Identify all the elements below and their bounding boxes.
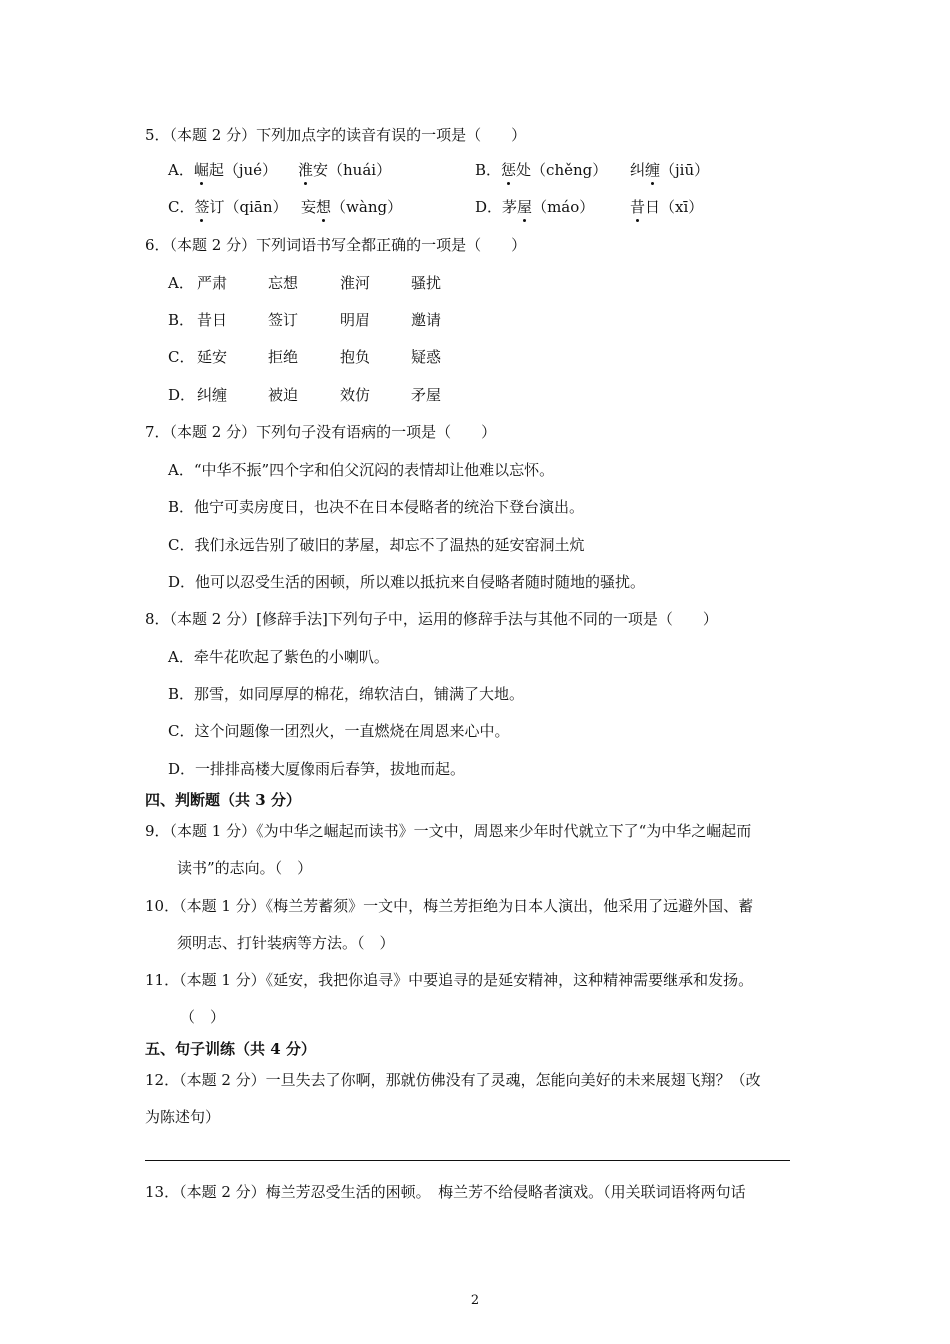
q7-option-b: B．他宁可卖房度日，也决不在日本侵略者的统治下登台演出。 bbox=[168, 498, 585, 516]
option-text: 茅 bbox=[502, 198, 518, 216]
section-heading-sentence: 五、句子训练（共 4 分） bbox=[145, 1040, 316, 1058]
q6-word: 邀请 bbox=[411, 311, 442, 329]
q13-line1: 13．（本题 2 分）梅兰芳忍受生活的困顿。 梅兰芳不给侵略者演戏。（用关联词语将两句话 bbox=[145, 1183, 746, 1201]
q6-option-c-label: C． bbox=[168, 348, 195, 366]
option-text: 纠 bbox=[630, 161, 646, 179]
dotted-char: 昔 bbox=[630, 198, 646, 216]
q6-word: 延安 bbox=[197, 348, 228, 366]
option-text: 处（chěng） bbox=[516, 161, 608, 179]
q5-option-d bbox=[475, 197, 594, 217]
q6-option-b-label: B． bbox=[168, 311, 195, 329]
dotted-char: 想 bbox=[316, 198, 332, 216]
q7-option-c: C．我们永远告别了破旧的茅屋，却忘不了温热的延安窑洞土炕 bbox=[168, 536, 585, 554]
q6-word: 纠缠 bbox=[197, 386, 228, 404]
q5-stem: 5．（本题 2 分）下列加点字的读音有误的一项是（ ） bbox=[145, 126, 527, 144]
q6-word: 矛屋 bbox=[411, 386, 442, 404]
option-label: C． bbox=[168, 198, 195, 216]
q6-word: 签订 bbox=[268, 311, 299, 329]
q6-word: 抱负 bbox=[340, 348, 371, 366]
q6-word: 淮河 bbox=[340, 274, 371, 292]
dotted-char: 屋 bbox=[517, 198, 533, 216]
q10-line1: 10．（本题 1 分）《梅兰芳蓄须》一文中，梅兰芳拒绝为日本人演出，他采用了远避外国、蓄 bbox=[145, 897, 754, 915]
section-heading-judgement: 四、判断题（共 3 分） bbox=[145, 791, 301, 809]
option-label: A． bbox=[168, 161, 194, 179]
q11-line1: 11．（本题 1 分）《延安，我把你追寻》中要追寻的是延安精神，这种精神需要继承和发扬。 bbox=[145, 971, 754, 989]
option-label: D． bbox=[475, 198, 503, 216]
q6-word: 严肃 bbox=[197, 274, 228, 292]
option-text: 安（huái） bbox=[313, 161, 392, 179]
q8-option-b: B．那雪，如同厚厚的棉花，绵软洁白，铺满了大地。 bbox=[168, 685, 525, 703]
q5-option-a-second bbox=[298, 160, 391, 180]
q8-stem: 8．（本题 2 分）[修辞手法]下列句子中，运用的修辞手法与其他不同的一项是（ ） bbox=[145, 610, 718, 628]
option-text: 订（qiān） bbox=[209, 198, 288, 216]
option-text: 起（jué） bbox=[208, 161, 278, 179]
q10-line2: 须明志、打针装病等方法。（ ） bbox=[177, 934, 395, 952]
q6-word: 疑惑 bbox=[411, 348, 442, 366]
option-text: 日（xī） bbox=[645, 198, 704, 216]
q12-line1: 12．（本题 2 分）一旦失去了你啊，那就仿佛没有了灵魂，怎能向美好的未来展翅飞翔？（改 bbox=[145, 1071, 761, 1089]
q5-option-d-second bbox=[630, 197, 703, 217]
q6-word: 效仿 bbox=[340, 386, 371, 404]
q5-option-c-second bbox=[301, 197, 402, 217]
q6-option-a-label: A． bbox=[168, 274, 194, 292]
q7-stem: 7．（本题 2 分）下列句子没有语病的一项是（ ） bbox=[145, 423, 497, 441]
q5-option-a bbox=[168, 160, 277, 180]
q6-option-d-label: D． bbox=[168, 386, 196, 404]
dotted-char: 淮 bbox=[298, 161, 314, 179]
option-text: 妄 bbox=[301, 198, 317, 216]
q12-line2: 为陈述句） bbox=[145, 1108, 221, 1126]
option-text: （jiū） bbox=[660, 161, 710, 179]
dotted-char: 缠 bbox=[645, 161, 661, 179]
q6-word: 明眉 bbox=[340, 311, 371, 329]
q8-option-c: C．这个问题像一团烈火，一直燃烧在周恩来心中。 bbox=[168, 722, 510, 740]
q6-word: 昔日 bbox=[197, 311, 228, 329]
q6-stem: 6．（本题 2 分）下列词语书写全都正确的一项是（ ） bbox=[145, 236, 527, 254]
dotted-char: 崛 bbox=[193, 161, 209, 179]
q5-option-b bbox=[475, 160, 607, 180]
q6-word: 拒绝 bbox=[268, 348, 299, 366]
page-number: 2 bbox=[470, 1293, 480, 1308]
answer-line bbox=[145, 1160, 790, 1161]
option-text: （máo） bbox=[532, 198, 595, 216]
dotted-char: 签 bbox=[194, 198, 210, 216]
option-label: B． bbox=[475, 161, 502, 179]
q7-option-a: A．“中华不振”四个字和伯父沉闷的表情却让他难以忘怀。 bbox=[168, 461, 555, 479]
q11-line2: （ ） bbox=[180, 1008, 226, 1026]
dotted-char: 惩 bbox=[501, 161, 517, 179]
q6-word: 被迫 bbox=[268, 386, 299, 404]
q5-option-c bbox=[168, 197, 288, 217]
q6-word: 骚扰 bbox=[411, 274, 442, 292]
option-text: （wàng） bbox=[331, 198, 403, 216]
q8-option-a: A．牵牛花吹起了紫色的小喇叭。 bbox=[168, 648, 389, 666]
q8-option-d: D．一排排高楼大厦像雨后春笋，拔地而起。 bbox=[168, 760, 466, 778]
q6-word: 忘想 bbox=[268, 274, 299, 292]
q9-line1: 9．（本题 1 分）《为中华之崛起而读书》一文中，周恩来少年时代就立下了“为中华之崛起而 bbox=[145, 822, 752, 840]
q7-option-d: D．他可以忍受生活的困顿，所以难以抵抗来自侵略者随时随地的骚扰。 bbox=[168, 573, 646, 591]
q9-line2: 读书”的志向。（ ） bbox=[177, 859, 313, 877]
q5-option-b-second bbox=[630, 160, 709, 180]
